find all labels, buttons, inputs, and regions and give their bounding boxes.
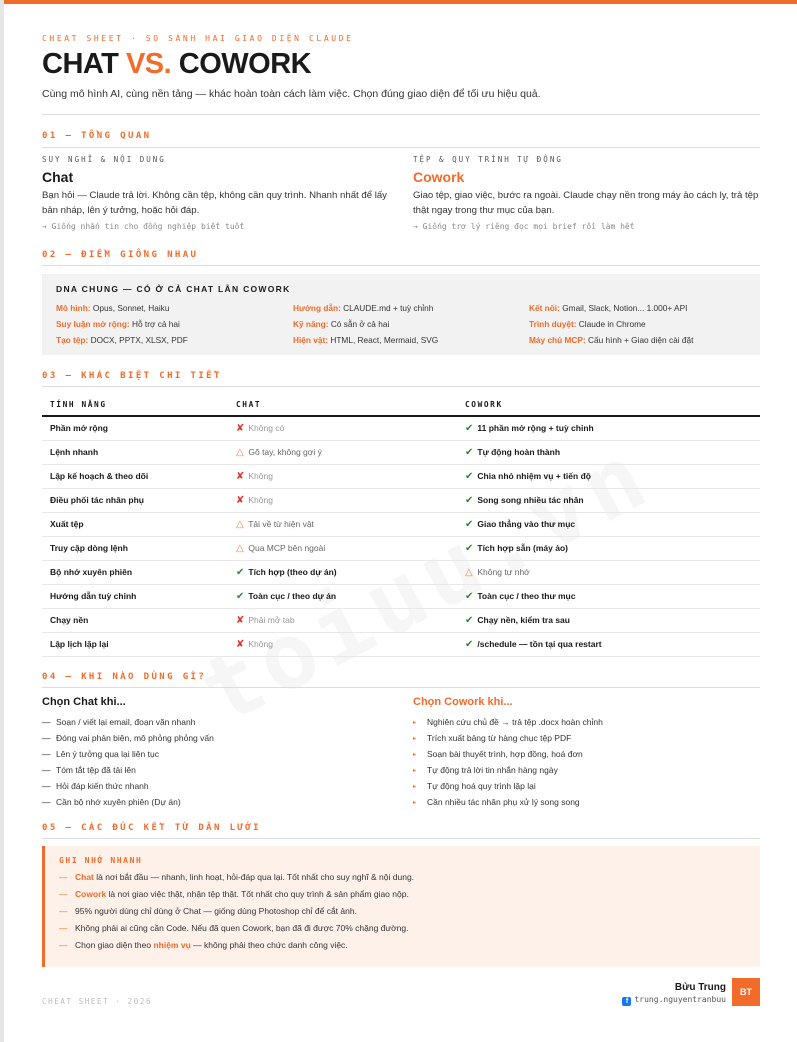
when-cowork <box>413 696 753 813</box>
list-item: ▸ Soạn bài thuyết trình, hợp đồng, hoá đơn <box>413 749 583 759</box>
list-item: ▸ Trích xuất bảng từ hàng chục tệp PDF <box>413 733 572 743</box>
chat-cell: ✘ Không có <box>228 416 457 440</box>
feature-cell: Lập lịch lặp lại <box>42 632 228 656</box>
check-icon: ✔ <box>465 470 474 482</box>
cross-icon: ✘ <box>236 494 245 506</box>
cowork-cell: △ Không tự nhớ <box>457 560 760 584</box>
check-icon: ✔ <box>465 446 474 458</box>
check-icon: ✔ <box>465 542 474 554</box>
warning-icon: △ <box>236 518 244 530</box>
divider <box>42 386 760 387</box>
overview-chat-desc: Bạn hỏi — Claude trả lời. Không cần tệp, không cần quy trình. Nhanh nhất để lấy bản nháp, lên ý tưởng, hoặc hỏi đáp. <box>42 190 387 216</box>
list-item: — Cowork là nơi giao việc thật, nhận tệp thật. Tốt nhất cho quy trình & sản phẩm giao nộp. <box>59 889 409 899</box>
cowork-cell: ✔ Song song nhiều tác nhân <box>457 488 760 512</box>
when-chat-title: Chọn Chat khi... <box>42 696 126 708</box>
chat-cell: ✘ Không <box>228 464 457 488</box>
list-item: — Không phải ai cũng cần Code. Nếu đã quen Cowork, bạn đã đi được 70% chặng đường. <box>59 923 409 933</box>
overview-chat-kicker: SUY NGHĨ & NỘI DUNG <box>42 155 166 164</box>
check-icon: ✔ <box>465 638 474 650</box>
column-header: COWORK <box>457 393 760 416</box>
list-item: — Đóng vai phản biện, mô phỏng phỏng vấn <box>42 733 214 743</box>
dna-item: Hiện vật: HTML, React, Mermaid, SVG <box>293 335 439 345</box>
table-row <box>42 536 760 560</box>
dna-box <box>42 274 760 355</box>
list-item: — 95% người dùng chỉ dùng ở Chat — giống dùng Photoshop chỉ để cắt ảnh. <box>59 906 357 916</box>
table-row <box>42 488 760 512</box>
cross-icon: ✘ <box>236 422 245 434</box>
list-item: — Hỏi đáp kiến thức nhanh <box>42 781 149 791</box>
list-item: — Lên ý tưởng qua lại liên tục <box>42 749 159 759</box>
overview-chat-title: Chat <box>42 169 74 185</box>
when-cowork-list <box>413 717 753 813</box>
dna-item: Trình duyệt: Claude in Chrome <box>529 319 646 329</box>
table-row <box>42 560 760 584</box>
dna-title: DNA CHUNG — CÓ Ở CẢ CHAT LẪN COWORK <box>56 284 291 294</box>
divider <box>42 147 760 148</box>
chat-cell: △ Qua MCP bên ngoài <box>228 536 457 560</box>
check-icon: ✔ <box>465 422 474 434</box>
footer-label: CHEAT SHEET · 2026 <box>42 997 153 1006</box>
check-icon: ✔ <box>465 518 474 530</box>
comparison-table <box>42 393 760 657</box>
warning-icon: △ <box>236 542 244 554</box>
chat-cell: △ Tải về từ hiện vật <box>228 512 457 536</box>
dna-item: Suy luận mở rộng: Hỗ trợ cả hai <box>56 319 180 329</box>
column-header: CHAT <box>228 393 457 416</box>
table-row <box>42 608 760 632</box>
facebook-icon: f <box>622 997 631 1006</box>
section-05-heading: 05 — CÁC ĐÚC KẾT TỪ DÂN LƯỚI <box>42 823 261 833</box>
cowork-cell: ✔ 11 phần mở rộng + tuỳ chỉnh <box>457 416 760 440</box>
feature-cell: Lập kế hoạch & theo dõi <box>42 464 228 488</box>
divider <box>42 114 760 115</box>
author-badge: BT <box>732 978 760 1006</box>
check-icon: ✔ <box>236 590 245 602</box>
table-row <box>42 632 760 656</box>
check-icon: ✔ <box>465 494 474 506</box>
list-item: — Soạn / viết lại email, đoạn văn nhanh <box>42 717 196 727</box>
table-row <box>42 512 760 536</box>
chat-cell: △ Gõ tay, không gợi ý <box>228 440 457 464</box>
dna-item: Mô hình: Opus, Sonnet, Haiku <box>56 303 170 313</box>
when-chat <box>42 696 382 813</box>
overview-cowork-title: Cowork <box>413 169 465 185</box>
chat-cell: ✔ Toàn cục / theo dự án <box>228 584 457 608</box>
list-item: ▸ Tự động hoá quy trình lặp lại <box>413 781 536 791</box>
overview-chat-note: → Giống nhắn tin cho đồng nghiệp biết tuốt <box>42 222 245 231</box>
list-item: — Chat là nơi bắt đầu — nhanh, linh hoạt, hỏi-đáp qua lại. Tốt nhất cho suy nghĩ & nội dung. <box>59 872 415 882</box>
overview-chat <box>42 155 390 231</box>
list-item: — Tóm tắt tệp đã tải lên <box>42 765 136 775</box>
section-04-heading: 04 — KHI NÀO DÙNG GÌ? <box>42 672 207 682</box>
table-row <box>42 464 760 488</box>
list-item: ▸ Nghiên cứu chủ đề → trả tệp .docx hoàn chỉnh <box>413 717 603 727</box>
chat-cell: ✘ Không <box>228 488 457 512</box>
left-edge <box>0 0 4 1042</box>
chat-cell: ✘ Phải mở tab <box>228 608 457 632</box>
cross-icon: ✘ <box>236 638 245 650</box>
section-03-heading: 03 — KHÁC BIỆT CHI TIẾT <box>42 371 222 381</box>
cowork-cell: ✔ Tự động hoàn thành <box>457 440 760 464</box>
dna-item: Kết nối: Gmail, Slack, Notion... 1.000+ API <box>529 303 688 313</box>
author-name: Bửu Trung <box>674 982 726 993</box>
feature-cell: Điều phối tác nhân phụ <box>42 488 228 512</box>
section-02-heading: 02 — ĐIỂM GIỐNG NHAU <box>42 250 199 260</box>
chat-cell: ✔ Tích hợp (theo dự án) <box>228 560 457 584</box>
cowork-cell: ✔ Toàn cục / theo thư mục <box>457 584 760 608</box>
when-cowork-title: Chọn Cowork khi... <box>413 696 513 708</box>
chat-cell: ✘ Không <box>228 632 457 656</box>
author-handle-text: trung.nguyentranbuu <box>634 995 726 1004</box>
comparison-table-body <box>42 416 760 656</box>
overview-cowork-kicker: TỆP & QUY TRÌNH TỰ ĐỘNG <box>413 155 563 164</box>
check-icon: ✔ <box>236 566 245 578</box>
title-left: CHAT <box>42 48 119 80</box>
feature-cell: Xuất tệp <box>42 512 228 536</box>
title-vs: VS. <box>125 48 172 80</box>
cowork-cell: ✔ Chạy nền, kiểm tra sau <box>457 608 760 632</box>
top-accent-bar <box>0 0 797 4</box>
cowork-cell: ✔ Chia nhỏ nhiệm vụ + tiến độ <box>457 464 760 488</box>
list-item: ▸ Tự động trả lời tin nhắn hàng ngày <box>413 765 558 775</box>
table-row <box>42 440 760 464</box>
list-item: ▸ Cần nhiều tác nhân phụ xử lý song song <box>413 797 580 807</box>
check-icon: ✔ <box>465 590 474 602</box>
author-handle[interactable] <box>602 995 726 1006</box>
page-title <box>42 48 311 81</box>
feature-cell: Chạy nền <box>42 608 228 632</box>
list-item: — Chọn giao diện theo nhiệm vụ — không phải theo chức danh công việc. <box>59 940 348 950</box>
when-chat-list <box>42 717 382 813</box>
table-row <box>42 416 760 440</box>
dna-item: Hướng dẫn: CLAUDE.md + tuỳ chỉnh <box>293 303 434 313</box>
cowork-cell: ✔ Giao thẳng vào thư mục <box>457 512 760 536</box>
cowork-cell: ✔ Tích hợp sẵn (máy ảo) <box>457 536 760 560</box>
overview-cowork <box>413 155 761 231</box>
check-icon: ✔ <box>465 614 474 626</box>
feature-cell: Lệnh nhanh <box>42 440 228 464</box>
page-subtitle: Cùng mô hình AI, cùng nền tảng — khác hoàn toàn cách làm việc. Chọn đúng giao diện để tối ưu hiệu quả. <box>42 88 541 100</box>
dna-item: Tạo tệp: DOCX, PPTX, XLSX, PDF <box>56 335 188 345</box>
header-kicker: CHEAT SHEET · SO SÁNH HAI GIAO DIỆN CLAUDE <box>42 34 354 43</box>
quick-notes-box <box>42 846 760 967</box>
cross-icon: ✘ <box>236 614 245 626</box>
warning-icon: △ <box>465 566 473 578</box>
cowork-cell: ✔ /schedule — tồn tại qua restart <box>457 632 760 656</box>
table-row <box>42 584 760 608</box>
quick-notes-title: GHI NHỚ NHANH <box>59 856 143 865</box>
divider <box>42 838 760 839</box>
title-right: COWORK <box>178 48 312 80</box>
dna-item: Kỹ năng: Có sẵn ở cả hai <box>293 319 390 329</box>
cross-icon: ✘ <box>236 470 245 482</box>
warning-icon: △ <box>236 446 244 458</box>
overview-cowork-desc: Giao tệp, giao việc, bước ra ngoài. Claude chạy nền trong máy ảo cách ly, trả tệp thật ngay trong thư mục của bạn. <box>413 190 759 216</box>
feature-cell: Truy cập dòng lệnh <box>42 536 228 560</box>
feature-cell: Hướng dẫn tuỳ chỉnh <box>42 584 228 608</box>
column-header: TÍNH NĂNG <box>42 393 228 416</box>
dna-item: Máy chủ MCP: Cấu hình + Giao diện cài đặt <box>529 335 694 345</box>
feature-cell: Bộ nhớ xuyên phiên <box>42 560 228 584</box>
quick-notes-list <box>59 872 746 957</box>
list-item: — Cần bộ nhớ xuyên phiên (Dự án) <box>42 797 181 807</box>
divider <box>42 265 760 266</box>
table-header-row <box>42 393 760 416</box>
section-01-heading: 01 — TỔNG QUAN <box>42 131 152 141</box>
feature-cell: Phần mở rộng <box>42 416 228 440</box>
overview-cowork-note: → Giống trợ lý riêng đọc mọi brief rồi làm hết <box>413 222 635 231</box>
divider <box>42 687 760 688</box>
